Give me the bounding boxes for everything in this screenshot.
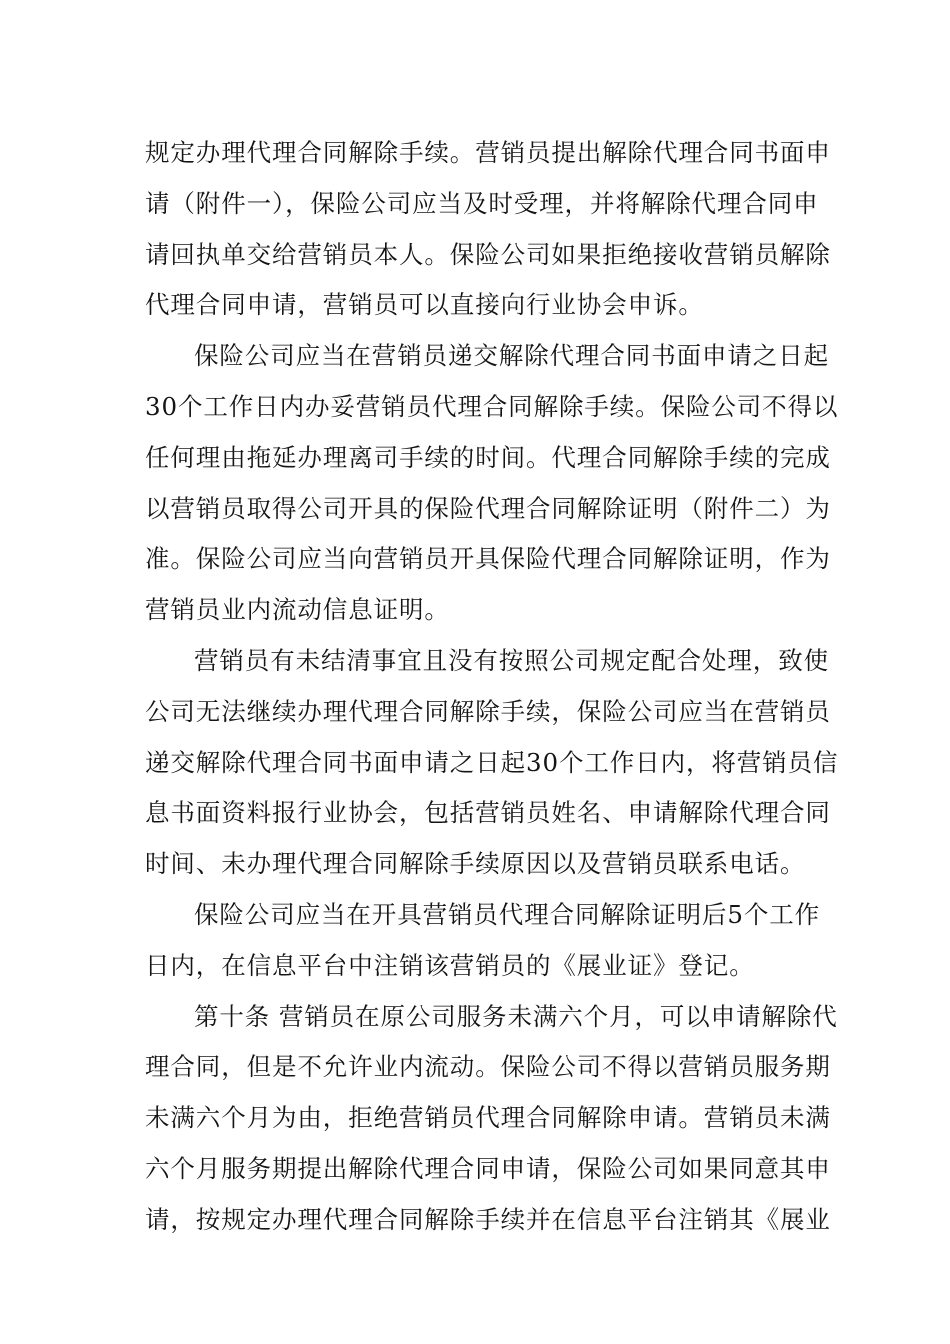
- text-line: 日内，在信息平台中注销该营销员的《展业证》登记。: [145, 950, 755, 980]
- text-line: 请回执单交给营销员本人。保险公司如果拒绝接收营销员解除: [145, 239, 831, 269]
- text-line: 息书面资料报行业协会，包括营销员姓名、申请解除代理合同: [145, 798, 831, 828]
- text-line: 准。保险公司应当向营销员开具保险代理合同解除证明，作为: [145, 544, 831, 574]
- document-body: [145, 128, 839, 1246]
- text-line: 递交解除代理合同书面申请之日起30个工作日内，将营销员信: [145, 747, 839, 777]
- paragraph-first-line: 保险公司应当在开具营销员代理合同解除证明后5个工作: [194, 899, 821, 929]
- text-line: 理合同，但是不允许业内流动。保险公司不得以营销员服务期: [145, 1052, 831, 1082]
- text-line: 以营销员取得公司开具的保险代理合同解除证明（附件二）为: [145, 493, 831, 523]
- paragraph-first-line: 保险公司应当在营销员递交解除代理合同书面申请之日起: [194, 341, 829, 371]
- text-line: 任何理由拖延办理离司手续的时间。代理合同解除手续的完成: [145, 442, 831, 472]
- text-line: 营销员业内流动信息证明。: [145, 595, 450, 625]
- text-line: 公司无法继续办理代理合同解除手续，保险公司应当在营销员: [145, 696, 831, 726]
- text-line: 30个工作日内办妥营销员代理合同解除手续。保险公司不得以: [145, 391, 839, 421]
- paragraph-first-line: 营销员有未结清事宜且没有按照公司规定配合处理，致使: [194, 645, 829, 675]
- text-line: 时间、未办理代理合同解除手续原因以及营销员联系电话。: [145, 849, 806, 879]
- text-line: 六个月服务期提出解除代理合同申请，保险公司如果同意其申: [145, 1153, 831, 1183]
- text-line: 请（附件一），保险公司应当及时受理，并将解除代理合同申: [145, 188, 819, 218]
- text-line: 未满六个月为由，拒绝营销员代理合同解除申请。营销员未满: [145, 1103, 831, 1133]
- paragraph-first-line: 第十条 营销员在原公司服务未满六个月，可以申请解除代: [194, 1001, 838, 1031]
- text-line: 代理合同申请，营销员可以直接向行业协会申诉。: [145, 290, 704, 320]
- text-line: 规定办理代理合同解除手续。营销员提出解除代理合同书面申: [145, 138, 831, 167]
- text-line: 请，按规定办理代理合同解除手续并在信息平台注销其《展业: [145, 1204, 831, 1234]
